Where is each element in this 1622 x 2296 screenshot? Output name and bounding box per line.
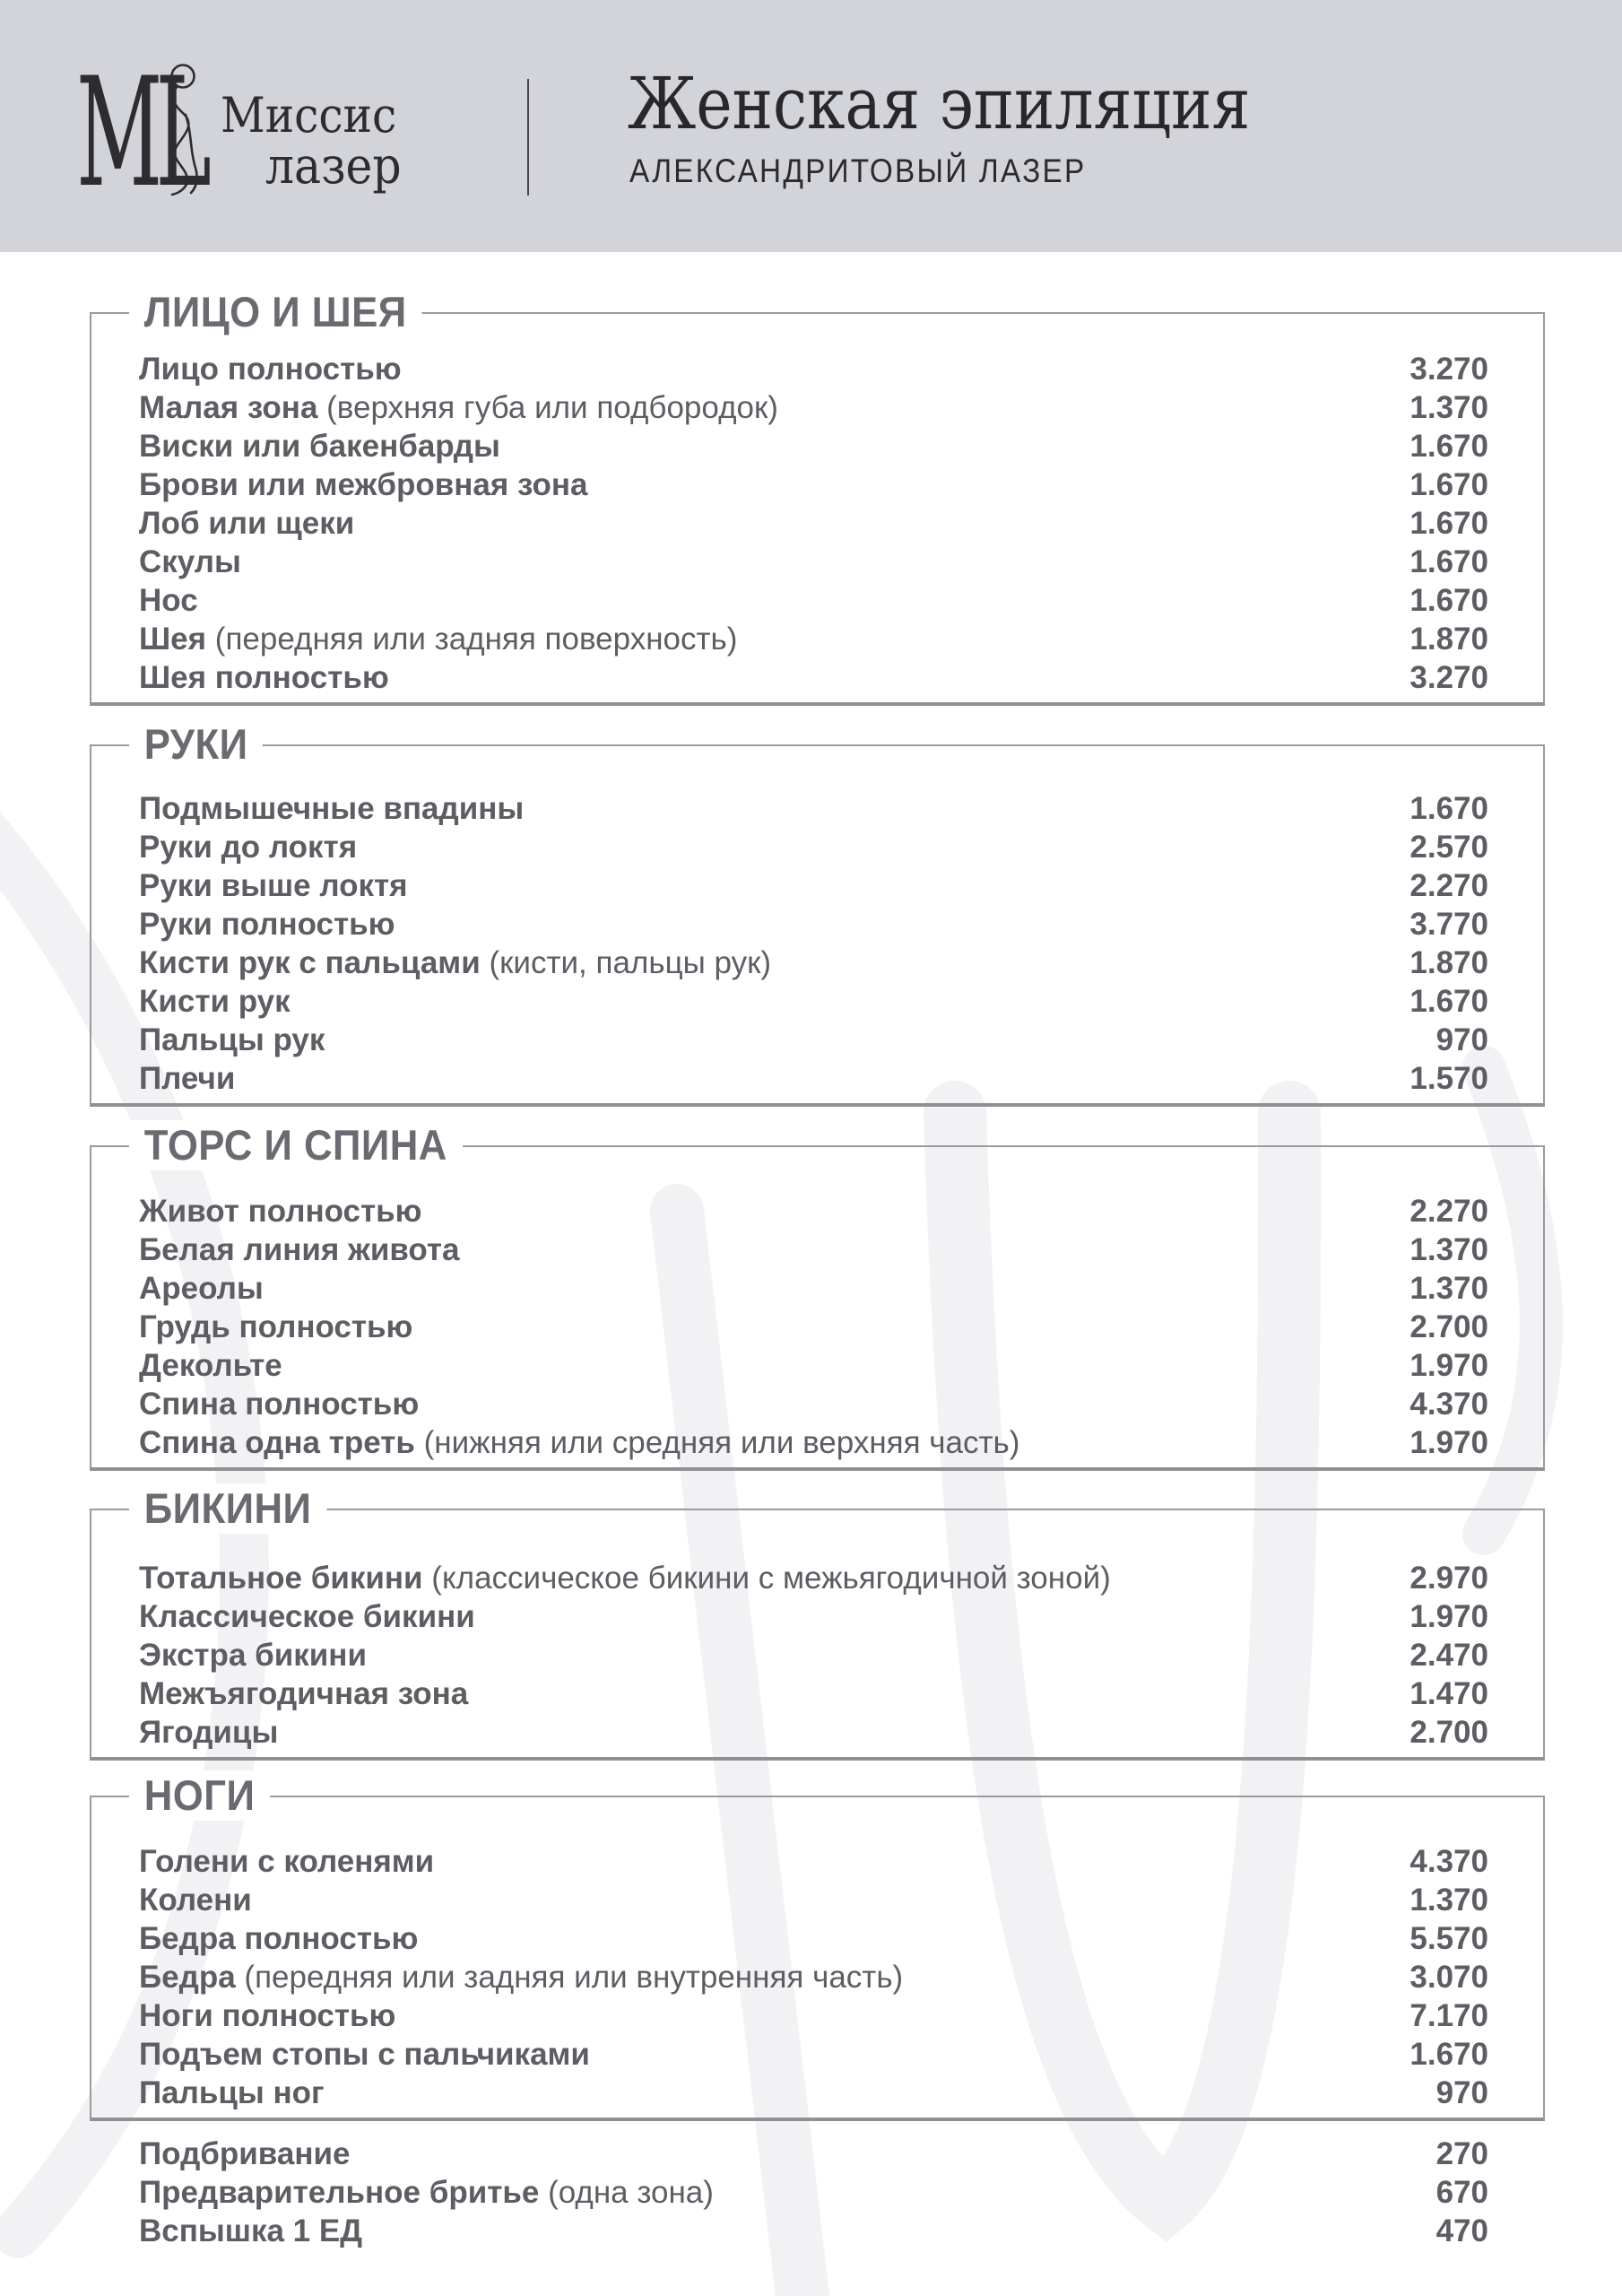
price-row [139, 1636, 1488, 1674]
service-name: Спина полностью [139, 1387, 420, 1422]
service-name: Лоб или щеки [139, 506, 355, 541]
price-row [139, 427, 1488, 465]
section-rows [91, 1192, 1543, 1462]
service-name: Брови или межбровная зона [139, 467, 588, 502]
price-row [139, 388, 1488, 427]
service-price: 1.670 [1409, 984, 1488, 1019]
price-row [139, 658, 1488, 697]
service-price: 1.370 [1409, 1883, 1488, 1918]
price-row [139, 1423, 1488, 1462]
service-price: 2.570 [1409, 830, 1488, 865]
section-title: ТОРС И СПИНА [129, 1120, 463, 1170]
service-price: 470 [1436, 2213, 1488, 2248]
price-row [139, 905, 1488, 944]
extras-list [90, 2135, 1545, 2250]
price-row [139, 1881, 1488, 1919]
price-row [139, 1919, 1488, 1958]
service-price: 1.370 [1409, 1271, 1488, 1306]
service-name: Экстра бикини [139, 1638, 367, 1673]
price-row [139, 944, 1488, 982]
price-row [139, 1842, 1488, 1881]
section-box [90, 1121, 1545, 1471]
service-price: 7.170 [1409, 1998, 1488, 2033]
service-name: Виски или бакенбарды [139, 429, 500, 464]
service-note: (передняя или задняя или внутренняя часть) [235, 1960, 904, 1995]
service-price: 1.870 [1409, 622, 1488, 657]
header-divider [527, 79, 529, 196]
service-name: Шея полностью [139, 660, 389, 695]
price-row [139, 2035, 1488, 2074]
service-price: 2.270 [1409, 868, 1488, 903]
service-price: 270 [1436, 2136, 1488, 2171]
service-price: 3.270 [1409, 660, 1488, 695]
service-price: 970 [1436, 1022, 1488, 1057]
service-price: 970 [1436, 2075, 1488, 2110]
price-row [139, 1958, 1488, 1996]
price-row [139, 1021, 1488, 1059]
service-price: 3.270 [1409, 352, 1488, 387]
service-name: Скулы [139, 544, 241, 579]
service-name: Колени [139, 1883, 252, 1918]
brand-name-line2: лазер [265, 137, 402, 196]
price-row [139, 620, 1488, 658]
section-rows [91, 1842, 1543, 2112]
service-price: 1.670 [1409, 506, 1488, 541]
price-row [139, 1597, 1488, 1636]
service-price: 1.370 [1409, 390, 1488, 425]
service-name: Грудь полностью [139, 1309, 413, 1344]
service-name: Шея (передняя или задняя поверхность) [139, 622, 738, 657]
service-note: (верхняя губа или подбородок) [317, 390, 778, 425]
service-name: Пальцы рук [139, 1022, 325, 1057]
service-price: 1.670 [1409, 429, 1488, 464]
svg-text:M: M [76, 59, 163, 198]
service-name: Предварительное бритье (одна зона) [139, 2175, 714, 2210]
page-subtitle: АЛЕКСАНДРИТОВЫЙ ЛАЗЕР [629, 152, 1087, 189]
service-price: 1.970 [1409, 1348, 1488, 1383]
service-price: 1.670 [1409, 2037, 1488, 2072]
service-name: Тотальное бикини (классическое бикини с межьягодичной зоной) [139, 1561, 1111, 1596]
brand-name-line1: Миссис [221, 87, 397, 144]
price-row [139, 1996, 1488, 2035]
price-row [139, 982, 1488, 1021]
header [0, 0, 1622, 252]
price-row [139, 1059, 1488, 1098]
service-name: Руки полностью [139, 907, 395, 942]
service-name: Бедра (передняя или задняя или внутренняя часть) [139, 1960, 904, 1995]
price-row [139, 2074, 1488, 2112]
service-price: 1.470 [1409, 1676, 1488, 1711]
price-row [139, 2135, 1488, 2173]
price-row [139, 866, 1488, 905]
service-price: 1.970 [1409, 1425, 1488, 1460]
service-price: 1.670 [1409, 583, 1488, 618]
service-name: Спина одна треть (нижняя или средняя или верхняя часть) [139, 1425, 1020, 1460]
service-name: Плечи [139, 1061, 236, 1096]
service-note: (нижняя или средняя или верхняя часть) [414, 1425, 1020, 1460]
service-note: (передняя или задняя поверхность) [206, 622, 738, 657]
price-row [139, 543, 1488, 581]
service-note: (кисти, пальцы рук) [480, 945, 772, 980]
service-name: Живот полностью [139, 1194, 422, 1229]
service-name: Голени с коленями [139, 1844, 435, 1879]
section-title: ЛИЦО И ШЕЯ [129, 287, 421, 337]
price-row [139, 828, 1488, 866]
service-name: Межъягодичная зона [139, 1676, 469, 1711]
service-price: 1.970 [1409, 1599, 1488, 1634]
section-rows [91, 1559, 1543, 1752]
section-title: РУКИ [129, 719, 263, 770]
service-name: Ягодицы [139, 1715, 279, 1750]
price-row [139, 1269, 1488, 1308]
service-name: Нос [139, 583, 198, 618]
price-row [139, 2212, 1488, 2250]
price-row [139, 1192, 1488, 1231]
section-rows [91, 350, 1543, 697]
service-price: 1.370 [1409, 1232, 1488, 1267]
service-price: 2.270 [1409, 1194, 1488, 1229]
service-price: 2.700 [1409, 1715, 1488, 1750]
service-name: Вспышка 1 ЕД [139, 2213, 363, 2248]
service-price: 670 [1436, 2175, 1488, 2210]
service-note: (классическое бикини с межьягодичной зоной) [422, 1561, 1111, 1596]
service-name: Подбривание [139, 2136, 351, 2171]
price-row [139, 465, 1488, 504]
service-price: 3.770 [1409, 907, 1488, 942]
service-price: 1.870 [1409, 945, 1488, 980]
price-row [139, 1713, 1488, 1752]
service-name: Малая зона (верхняя губа или подбородок) [139, 390, 778, 425]
service-price: 2.700 [1409, 1309, 1488, 1344]
service-name: Кисти рук с пальцами (кисти, пальцы рук) [139, 945, 772, 980]
service-price: 1.670 [1409, 467, 1488, 502]
price-row [139, 1559, 1488, 1597]
service-price: 1.670 [1409, 791, 1488, 826]
price-row [139, 1385, 1488, 1423]
service-name: Ареолы [139, 1271, 264, 1306]
price-row [139, 2173, 1488, 2212]
svg-text:L: L [155, 59, 212, 198]
price-row [139, 350, 1488, 388]
price-row [139, 581, 1488, 620]
price-row [139, 1674, 1488, 1713]
service-name: Белая линия живота [139, 1232, 460, 1267]
section-box [90, 1771, 1545, 2121]
price-row [139, 789, 1488, 828]
service-name: Декольте [139, 1348, 282, 1383]
service-price: 1.570 [1409, 1061, 1488, 1096]
service-name: Бедра полностью [139, 1921, 419, 1956]
section-title: БИКИНИ [129, 1483, 326, 1534]
service-price: 4.370 [1409, 1387, 1488, 1422]
service-price: 1.670 [1409, 544, 1488, 579]
service-note: (одна зона) [539, 2175, 714, 2210]
section-box [90, 288, 1545, 706]
service-name: Лицо полностью [139, 352, 402, 387]
service-name: Руки выше локтя [139, 868, 408, 903]
service-name: Классическое бикини [139, 1599, 475, 1634]
section-box [90, 1484, 1545, 1761]
service-price: 2.970 [1409, 1561, 1488, 1596]
service-name: Руки до локтя [139, 830, 358, 865]
section-title: НОГИ [129, 1770, 270, 1821]
service-price: 5.570 [1409, 1921, 1488, 1956]
page-title: Женская эпиляция [628, 62, 1251, 145]
service-name: Подмышечные впадины [139, 791, 525, 826]
section-box [90, 720, 1545, 1107]
service-price: 2.470 [1409, 1638, 1488, 1673]
price-row [139, 1308, 1488, 1346]
service-name: Кисти рук [139, 984, 291, 1019]
section-rows [91, 789, 1543, 1098]
price-row [139, 1231, 1488, 1269]
price-row [139, 504, 1488, 543]
service-price: 3.070 [1409, 1960, 1488, 1995]
service-price: 4.370 [1409, 1844, 1488, 1879]
service-name: Подъем стопы с пальчиками [139, 2037, 590, 2072]
service-name: Пальцы ног [139, 2075, 325, 2110]
service-name: Ноги полностью [139, 1998, 396, 2033]
price-row [139, 1346, 1488, 1385]
